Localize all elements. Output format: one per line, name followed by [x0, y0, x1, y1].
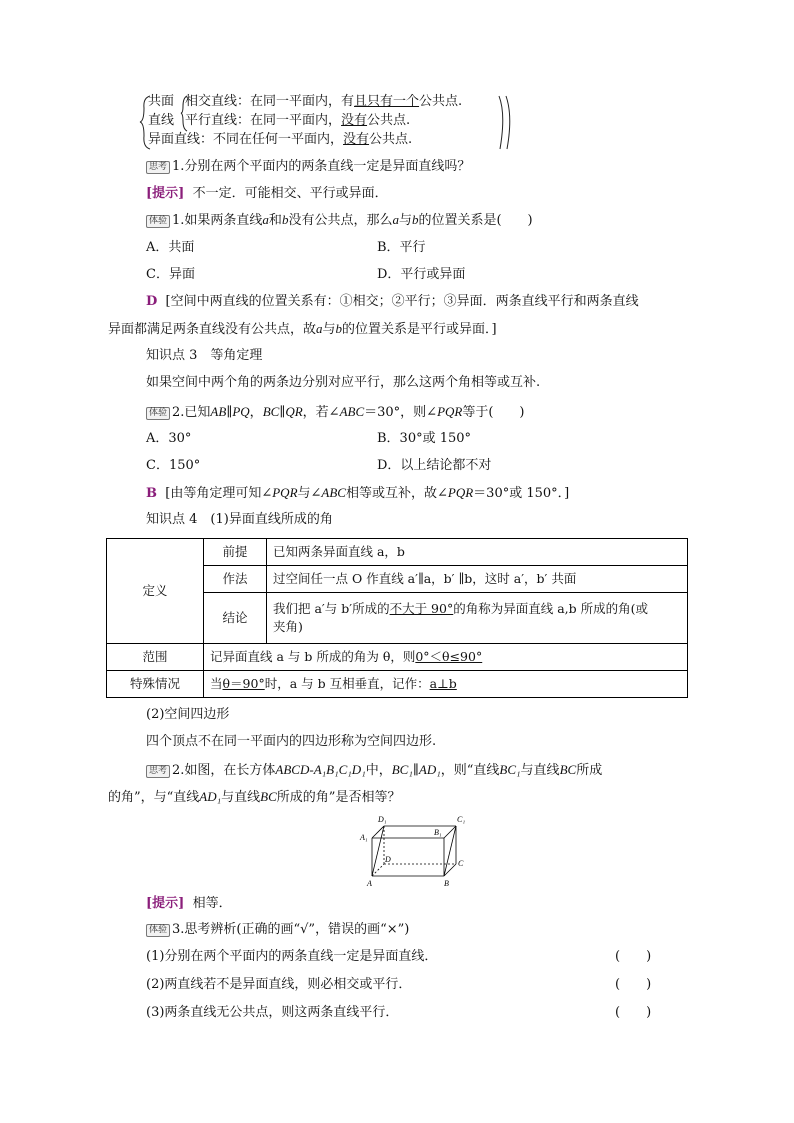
- skew-angle-table: [106, 538, 688, 698]
- exp-question-2: 体验 2.已知AB∥PQ，BC∥QR，若∠ABC＝30°，则∠PQR等于( ): [146, 403, 525, 422]
- method-header: 作法: [204, 566, 267, 593]
- label-d: D: [385, 855, 391, 864]
- conclusion-header: 结论: [204, 593, 267, 644]
- kp4-title: 知识点 4 (1)异面直线所成的角: [146, 512, 333, 527]
- exp2-option-b: B．30°或 150°: [377, 431, 472, 446]
- conclusion-cell: 我们把 a′与 b′所成的不大于 90°的角称为异面直线 a,b 所成的角(或 夹角): [267, 593, 688, 644]
- exp2-option-a: A．30°: [146, 431, 192, 446]
- exp1-answer-line-1: D [空间中两直线的位置关系有：①相交；②平行；③异面．两条直线平行和两条直线: [146, 294, 639, 309]
- kp3-title: 知识点 3 等角定理: [146, 348, 263, 363]
- right-brace-icon: [496, 94, 514, 150]
- exp1-option-a: A．共面: [146, 240, 195, 255]
- range-header: 范围: [107, 644, 204, 671]
- exp1-option-d: D．平行或异面: [377, 267, 466, 282]
- exp2-option-c: C．150°: [146, 458, 201, 473]
- exp1-answer-line-2: 异面都满足两条直线没有公共点，故a与b的位置关系是平行或异面．]: [108, 321, 497, 337]
- label-b: B: [444, 879, 449, 888]
- exp3-paren-3: ( ): [615, 1005, 652, 1020]
- exp2-answer: B [由等角定理可知∠PQR与∠ABC相等或互补，故∠PQR＝30°或 150°．]: [146, 485, 570, 501]
- inner-brace-icon: [180, 94, 188, 132]
- kp3-text: 如果空间中两个角的两条边分别对应平行，那么这两个角相等或互补.: [146, 375, 541, 390]
- exp3-paren-2: ( ): [615, 977, 652, 992]
- summary-skew: 异面直线：不同在任何一平面内，没有公共点.: [148, 132, 413, 147]
- premise-header: 前提: [204, 539, 267, 566]
- diagonal-bc1: [444, 826, 456, 876]
- exp-question-1: 体验 1.如果两条直线a和b没有公共点，那么a与b的位置关系是( ): [146, 211, 533, 230]
- label-d1: D₁: [378, 815, 387, 824]
- def-cell: 定义: [107, 539, 204, 644]
- exp3-item-1: (1)分别在两个平面内的两条直线一定是异面直线．: [146, 949, 438, 964]
- summary-left-label-1: 共面: [148, 94, 175, 109]
- special-cell: 当θ＝90°时，a 与 b 互相垂直，记作：a⊥b: [204, 671, 688, 698]
- summary-left-label-2: 直线: [148, 113, 175, 128]
- method-cell: 过空间任一点 O 作直线 a′∥a，b′ ∥b，这时 a′，b′ 共面: [267, 566, 688, 593]
- exp1-option-c: C．异面: [146, 267, 195, 282]
- think-tag: 思考: [146, 161, 170, 174]
- special-header: 特殊情况: [107, 671, 204, 698]
- hint-1: [提示] 不一定．可能相交、平行或异面．: [146, 186, 388, 201]
- cuboid-figure: [358, 812, 468, 888]
- diagonal-ad1: [372, 826, 384, 876]
- exp3-item-3: (3)两条直线无公共点，则这两条直线平行．: [146, 1005, 399, 1020]
- think-question-2-line-2: 的角”，与“直线AD₁与直线BC所成的角”是否相等？: [108, 789, 401, 805]
- hint-2: [提示] 相等．: [146, 896, 232, 911]
- left-brace-icon: [138, 94, 152, 150]
- summary-intersecting: 相交直线：在同一平面内，有且只有一个公共点.: [185, 94, 463, 109]
- summary-parallel: 平行直线：在同一平面内，没有公共点.: [185, 113, 411, 128]
- exp3-item-2: (2)两直线若不是异面直线，则必相交或平行．: [146, 977, 412, 992]
- think-question-2: 思考 2.如图，在长方体ABCD-A₁B₁C₁D₁中，BC₁∥AD₁，则“直线BC₁与直线BC所成: [146, 761, 602, 780]
- exp3-paren-1: ( ): [615, 949, 652, 964]
- label-c: C: [458, 859, 464, 868]
- kp4b-text: 四个顶点不在同一平面内的四边形称为空间四边形.: [146, 734, 437, 749]
- range-cell: 记异面直线 a 与 b 所成的角为 θ，则0°＜θ≤90°: [204, 644, 688, 671]
- label-c1: C₁: [457, 815, 466, 824]
- label-b1: B₁: [434, 828, 442, 837]
- exp-question-3: 体验 3.思考辨析(正确的画“√”，错误的画“×”): [146, 921, 409, 939]
- label-a1: A₁: [360, 833, 368, 842]
- think-question-1: 思考 1.分别在两个平面内的两条直线一定是异面直线吗？: [146, 158, 470, 176]
- premise-cell: 已知两条异面直线 a，b: [267, 539, 688, 566]
- label-a: A: [367, 879, 372, 888]
- exp2-option-d: D．以上结论都不对: [377, 458, 492, 473]
- kp4b-title: (2)空间四边形: [146, 707, 230, 722]
- exp1-option-b: B．平行: [377, 240, 426, 255]
